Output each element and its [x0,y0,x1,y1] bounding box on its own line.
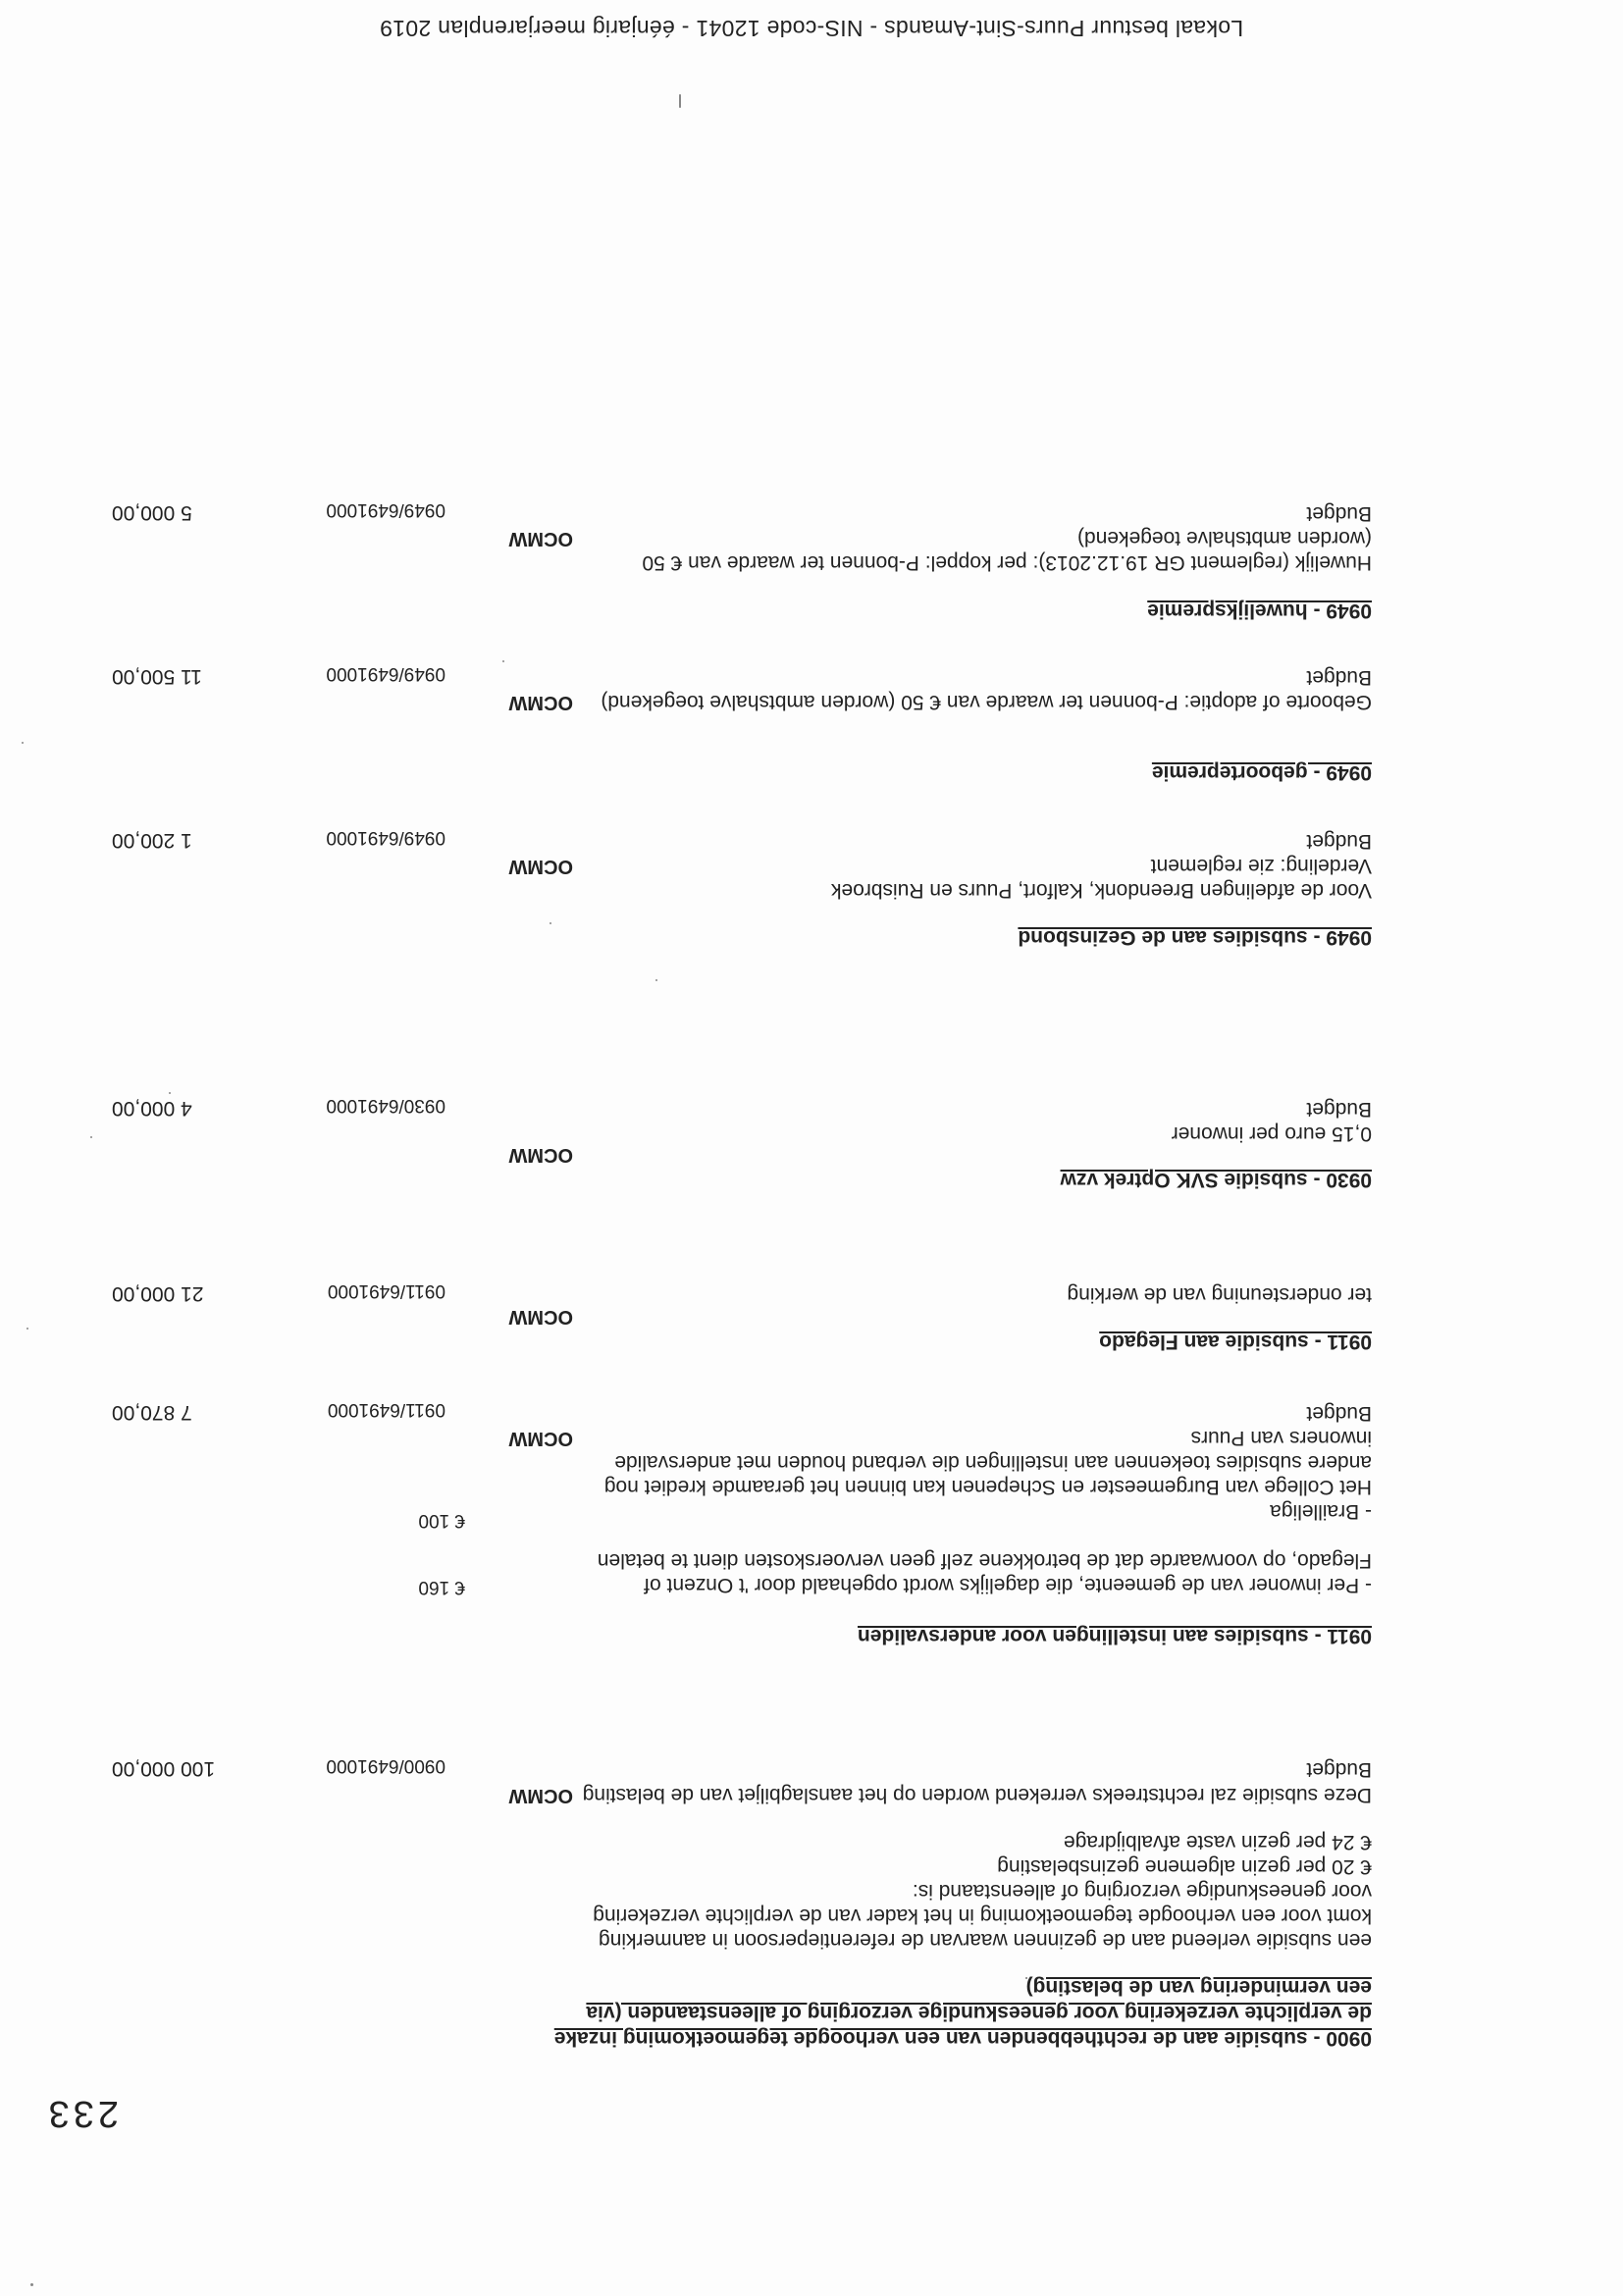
section-0911a-title: 0911 - subsidies aan instellingen voor andersvaliden [857,1625,1372,1647]
section-0949a-title: 0949 - subsidies aan de Gezinsbond [1018,926,1372,949]
scan-speck [655,979,657,981]
section-0911b-amount: 21 000,00 [112,1282,204,1305]
scan-speck [679,94,681,108]
section-0949b-budget-label: Budget [1306,666,1372,689]
section-0900-code: 0900/6491000 [326,1755,445,1776]
section-0911a-budget-label: Budget [1306,1402,1372,1425]
section-0900-body-line5: € 24 per gezin vaste afvalbijdrage [1063,1831,1372,1853]
section-0949c-amount: 5 000,00 [112,501,192,524]
section-0911a-line3: - Brailleliga [1270,1500,1372,1523]
section-0900-amount: 100 000,00 [112,1757,216,1780]
page-header: Lokaal bestuur Puurs-Sint-Amands - NIS-code 12041 - éénjarig meerjarenplan 2019 [379,16,1244,41]
section-0949a-ocmw: OCMW [508,856,573,877]
section-0949c-title: 0949 - huwelijkspremie [1147,600,1372,622]
section-0911a-value1: € 160 [418,1577,465,1597]
section-0949a-line1: Voor de afdelingen Breendonk, Kalfort, Puurs en Ruisbroek [830,879,1372,902]
scan-speck [22,742,24,744]
section-0949a-budget-label: Budget [1306,830,1372,853]
section-0911b-ocmw: OCMW [508,1306,573,1328]
section-0900-body-line3: voor geneeskundige verzorging of alleenstaand is: [912,1880,1372,1903]
scan-speck [502,660,504,662]
section-0949a-code: 0949/6491000 [326,827,445,848]
section-0949c-code: 0949/6491000 [326,499,445,520]
section-0911b-title: 0911 - subsidie aan Flegado [1099,1331,1372,1353]
section-0911a-line4: Het College van Burgemeester en Schepenen kan binnen het geraamde krediet nog [603,1476,1372,1498]
section-0911a-line1: - Per inwoner van de gemeente, die dagelijks wordt opgehaald door 't Onzent of [644,1574,1372,1596]
section-0900-title-line1: 0900 - subsidie aan de rechthebbenden van een verhoogde tegemoetkoming inzake [553,2027,1372,2050]
section-0949b-ocmw: OCMW [508,692,573,713]
section-0911a-value2: € 100 [418,1510,465,1531]
section-0949c-ocmw: OCMW [508,528,573,549]
section-0949b-title: 0949 - geboortepremie [1151,761,1372,784]
section-0911b-line: ter ondersteuning van de werking [1067,1283,1372,1306]
section-0900-body-line4: € 20 per gezin algemene gezinsbelasting [997,1855,1372,1878]
scan-speck [26,1328,28,1330]
section-0949c-line2: (worden ambtshalve toegekend) [1076,527,1372,549]
section-0911a-line5: andere subsidies toekennen aan instellingen die verband houden met andersvalide [614,1451,1372,1474]
section-0900-title-line3: een vermindering van de belasting) [1025,1976,1372,1999]
section-0900-title-line2: de verplichte verzekering voor geneeskundige verzorging of alleenstaanden (via [586,2002,1372,2024]
section-0900-ocmw: OCMW [508,1785,573,1806]
section-0900-body-line1: een subsidie verleend aan de gezinnen waarvan de referentiepersoon in aanmerking [598,1929,1372,1952]
section-0949a-line2: Verdeling: zie reglement [1150,855,1372,877]
section-0949b-code: 0949/6491000 [326,663,445,684]
section-0949b-line: Geboorte of adoptie: P-bonnen ter waarde van € 50 (worden ambtshalve toegekend) [601,691,1372,713]
section-0911a-ocmw: OCMW [508,1428,573,1449]
section-0911a-line2: Flegado, op voorwaarde dat de betrokkene zelf geen vervoerskosten dient te betalen [597,1549,1372,1572]
section-0930-code: 0930/6491000 [326,1095,445,1116]
scan-speck [30,2283,33,2286]
section-0900-body-line2: komt voor een verhoogde tegemoetkoming in het kader van de verplichte verzekering [593,1905,1372,1927]
section-0949c-line1: Huwelijk (reglement GR 19.12.2013): per koppel: P-bonnen ter waarde van € 50 [642,551,1372,574]
section-0930-line: 0,15 euro per inwoner [1171,1122,1372,1145]
scan-speck [550,922,551,924]
section-0949c-budget-label: Budget [1306,502,1372,525]
scan-speck [169,1092,171,1094]
section-0900-budget-label: Budget [1306,1758,1372,1781]
section-0900-body-line6: Deze subsidie zal rechtstreeks verrekend worden op het aanslagbiljet van de belasting [582,1784,1372,1806]
section-0930-ocmw: OCMW [508,1144,573,1166]
section-0930-budget-label: Budget [1306,1098,1372,1121]
section-0911b-code: 0911/6491000 [327,1280,445,1301]
section-0911a-line6: inwoners van Puurs [1190,1427,1372,1449]
section-0949b-amount: 11 500,00 [112,665,202,688]
section-0930-title: 0930 - subsidie SVK Optrek vzw [1060,1169,1372,1191]
section-0930-amount: 4 000,00 [112,1097,192,1120]
section-0949a-amount: 1 200,00 [112,829,192,852]
section-0911a-amount: 7 870,00 [112,1401,192,1424]
scan-speck [90,1136,92,1138]
section-0911a-code: 0911/6491000 [327,1399,445,1420]
page-number: 233 [44,2093,119,2134]
